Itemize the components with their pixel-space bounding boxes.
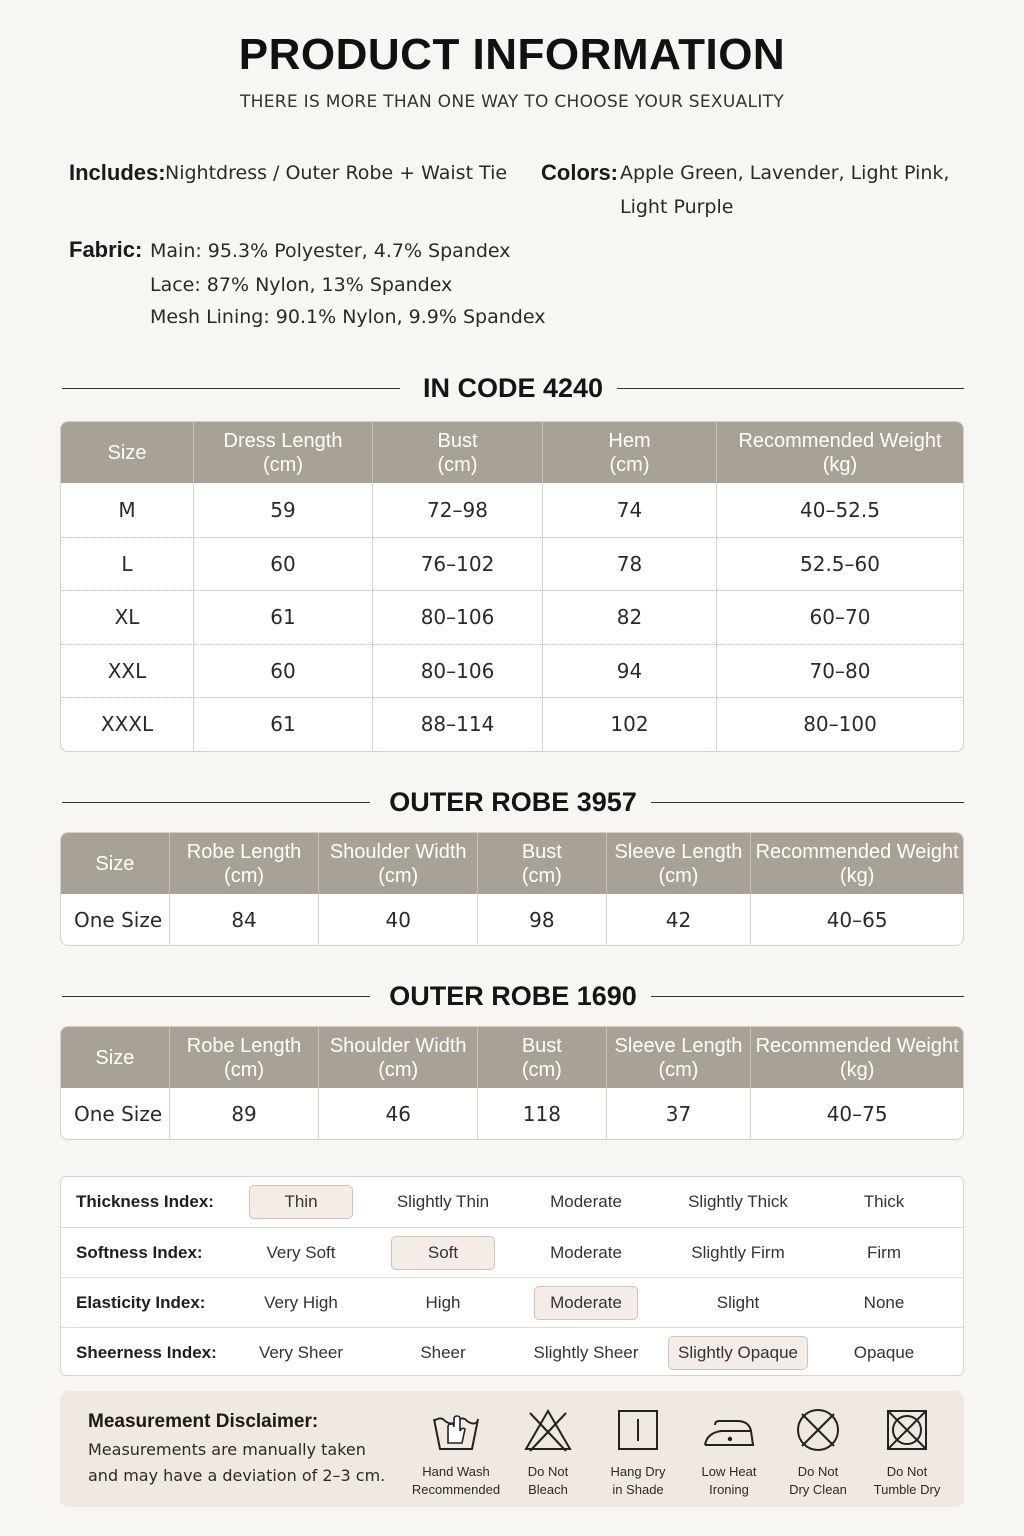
column-header-label: Size	[107, 441, 147, 464]
section-heading-code-4240	[62, 368, 964, 408]
table-cell: 59	[194, 483, 373, 537]
column-header	[543, 422, 717, 483]
column-header	[319, 1027, 478, 1088]
index-option: Very High	[264, 1293, 338, 1312]
column-header-unit: (cm)	[378, 864, 419, 887]
fabric-main: Main: 95.3% Polyester, 4.7% Spandex	[150, 240, 511, 262]
table-cell: 40–75	[826, 1101, 888, 1126]
care-label: Ironing	[709, 1482, 749, 1497]
column-header-label: Robe Length	[186, 1034, 302, 1057]
column-header-unit: (cm)	[521, 864, 562, 887]
column-header-label: Size	[95, 1046, 135, 1069]
care-label: Do Not	[797, 1464, 839, 1479]
page-title: PRODUCT INFORMATION	[238, 30, 786, 79]
column-header-label: Bust	[521, 1034, 562, 1057]
table-cell: 42	[607, 894, 752, 945]
table-cell: 70–80	[717, 644, 963, 698]
disclaimer-line: and may have a deviation of 2–3 cm.	[88, 1466, 386, 1485]
care-low-iron	[679, 1405, 779, 1499]
table-cell: XXXL	[61, 697, 194, 751]
table-cell: 102	[543, 697, 717, 751]
column-header-label: Shoulder Width	[329, 1034, 467, 1057]
table-cell: 76–102	[373, 537, 543, 591]
column-header-label: Shoulder Width	[329, 840, 467, 863]
column-header	[170, 833, 320, 894]
do-not-tumble-dry-icon	[879, 1405, 935, 1455]
care-label: Do Not	[886, 1464, 928, 1479]
column-header	[478, 833, 607, 894]
index-row	[61, 1327, 963, 1377]
care-hand-wash	[406, 1405, 506, 1499]
fabric-mesh: Mesh Lining: 90.1% Nylon, 9.9% Spandex	[150, 306, 546, 328]
column-header-label: Recommended Weight	[755, 1034, 959, 1057]
care-label: in Shade	[612, 1482, 664, 1497]
index-option: Slightly Firm	[691, 1243, 785, 1262]
table-cell: 40–65	[826, 907, 888, 932]
fabric-index-panel	[60, 1176, 964, 1376]
table-cell: 98	[478, 894, 607, 945]
care-label: Tumble Dry	[873, 1482, 941, 1497]
care-no-dry-clean	[768, 1405, 868, 1499]
table-cell: 60	[194, 537, 373, 591]
index-option: Slightly Thick	[688, 1192, 788, 1211]
column-header	[373, 422, 543, 483]
table-cell: 78	[543, 537, 717, 591]
column-header-unit: (cm)	[609, 453, 650, 476]
column-header-unit: (kg)	[839, 1058, 875, 1081]
table-cell: L	[61, 537, 194, 591]
column-header-label: Size	[95, 852, 135, 875]
table-header-row	[61, 1027, 963, 1088]
care-panel	[60, 1391, 964, 1507]
column-header-label: Dress Length	[223, 429, 343, 452]
section-title: OUTER ROBE 3957	[375, 787, 651, 817]
index-option: Slightly Thin	[396, 1192, 490, 1211]
care-no-bleach	[498, 1405, 598, 1499]
table-cell: 88–114	[373, 697, 543, 751]
column-header-unit: (kg)	[839, 864, 875, 887]
table-cell: XL	[61, 590, 194, 644]
index-option: Slight	[716, 1293, 760, 1312]
index-option: Opaque	[853, 1343, 915, 1362]
index-option: Sheer	[420, 1343, 466, 1362]
column-header	[607, 1027, 752, 1088]
index-option: Firm	[867, 1243, 901, 1262]
care-hang-dry	[588, 1405, 688, 1499]
table-cell: 89	[170, 1088, 320, 1139]
column-header-unit: (cm)	[224, 864, 265, 887]
column-header-label: Sleeve Length	[614, 1034, 743, 1057]
size-table-outer-robe-3957	[60, 832, 964, 946]
column-header	[170, 1027, 320, 1088]
index-option-selected: Thin	[249, 1185, 353, 1219]
table-cell: 46	[319, 1088, 478, 1139]
do-not-bleach-icon	[520, 1405, 576, 1455]
disclaimer-line: Measurements are manually taken	[88, 1440, 366, 1459]
column-header-label: Hem	[608, 429, 651, 452]
care-label: Recommended	[411, 1482, 501, 1497]
index-option: Very Soft	[266, 1243, 336, 1262]
table-cell: M	[61, 483, 194, 537]
column-header-label: Bust	[521, 840, 562, 863]
column-header	[478, 1027, 607, 1088]
column-header-label: Recommended Weight	[755, 840, 959, 863]
page-subtitle: THERE IS MORE THAN ONE WAY TO CHOOSE YOUR SEXUALITY	[239, 92, 785, 112]
care-no-tumble-dry	[857, 1405, 957, 1499]
fabric-label: Fabric:	[69, 237, 143, 262]
column-header	[61, 833, 170, 894]
section-heading-outer-robe-3957	[62, 782, 964, 822]
table-cell: One Size	[61, 894, 170, 945]
table-cell: 82	[543, 590, 717, 644]
section-heading-outer-robe-1690	[62, 976, 964, 1016]
table-header-row	[61, 833, 963, 894]
index-option: Moderate	[550, 1243, 622, 1262]
table-cell: 60–70	[717, 590, 963, 644]
includes-value: Nightdress / Outer Robe + Waist Tie	[165, 162, 508, 184]
index-row	[61, 1177, 963, 1227]
column-header	[319, 833, 478, 894]
hang-dry-shade-icon	[610, 1405, 666, 1455]
colors-label: Colors:	[541, 160, 618, 185]
index-option-selected: Moderate	[534, 1286, 638, 1320]
do-not-dry-clean-icon	[790, 1405, 846, 1455]
section-title: IN CODE 4240	[409, 373, 617, 403]
table-cell: 61	[194, 697, 373, 751]
column-header-label: Robe Length	[186, 840, 302, 863]
column-header	[61, 422, 194, 483]
care-label: Bleach	[528, 1482, 568, 1497]
index-option: Moderate	[550, 1192, 622, 1211]
table-header-row	[61, 422, 963, 483]
care-label: Hand Wash	[422, 1464, 490, 1479]
hand-wash-icon	[428, 1405, 484, 1455]
table-row	[61, 644, 963, 698]
index-option: Thick	[863, 1192, 905, 1211]
table-cell: 60	[194, 644, 373, 698]
table-cell: 84	[170, 894, 320, 945]
index-option: Very Sheer	[258, 1343, 344, 1362]
index-option-selected: Slightly Opaque	[668, 1336, 808, 1370]
table-cell: 80–100	[717, 697, 963, 751]
table-cell: One Size	[61, 1088, 170, 1139]
care-label: Low Heat	[701, 1464, 757, 1479]
index-option: None	[863, 1293, 905, 1312]
disclaimer-text	[88, 1437, 388, 1489]
index-label: Thickness Index:	[76, 1192, 214, 1211]
care-label: Hang Dry	[610, 1464, 666, 1479]
index-row	[61, 1227, 963, 1277]
table-cell: 72–98	[373, 483, 543, 537]
column-header-unit: (cm)	[378, 1058, 419, 1081]
index-row	[61, 1277, 963, 1327]
colors-value-line1: Apple Green, Lavender, Light Pink,	[620, 162, 950, 184]
section-title: OUTER ROBE 1690	[375, 981, 651, 1011]
column-header	[717, 422, 963, 483]
table-row	[61, 697, 963, 751]
table-row	[61, 590, 963, 644]
index-option: High	[425, 1293, 461, 1312]
table-cell: 80–106	[373, 644, 543, 698]
table-cell: 40	[319, 894, 478, 945]
table-cell: XXL	[61, 644, 194, 698]
index-option: Slightly Sheer	[533, 1343, 639, 1362]
column-header-unit: (kg)	[822, 453, 858, 476]
table-row	[61, 894, 963, 945]
column-header-unit: (cm)	[658, 864, 699, 887]
care-label: Do Not	[527, 1464, 569, 1479]
column-header	[751, 1027, 963, 1088]
index-label: Sheerness Index:	[76, 1343, 217, 1362]
column-header	[751, 833, 963, 894]
low-heat-iron-icon	[701, 1405, 757, 1455]
fabric-lace: Lace: 87% Nylon, 13% Spandex	[150, 274, 453, 296]
table-cell: 61	[194, 590, 373, 644]
care-label: Dry Clean	[789, 1482, 847, 1497]
table-cell: 74	[543, 483, 717, 537]
column-header-label: Sleeve Length	[614, 840, 743, 863]
column-header	[194, 422, 373, 483]
column-header-unit: (cm)	[263, 453, 303, 476]
column-header-unit: (cm)	[437, 453, 478, 476]
table-cell: 37	[607, 1088, 752, 1139]
disclaimer-title: Measurement Disclaimer:	[88, 1411, 319, 1432]
colors-value-line2: Light Purple	[620, 196, 734, 218]
column-header-unit: (cm)	[658, 1058, 699, 1081]
table-row	[61, 537, 963, 591]
table-row	[61, 483, 963, 537]
table-cell: 118	[478, 1088, 607, 1139]
size-table-outer-robe-1690	[60, 1026, 964, 1140]
column-header-unit: (cm)	[224, 1058, 265, 1081]
column-header-unit: (cm)	[521, 1058, 562, 1081]
size-table-code-4240	[60, 421, 964, 752]
column-header-label: Bust	[437, 429, 478, 452]
index-label: Elasticity Index:	[76, 1293, 206, 1312]
includes-label: Includes:	[69, 160, 166, 185]
table-cell: 40–52.5	[800, 497, 880, 522]
table-cell: 94	[543, 644, 717, 698]
index-option-selected: Soft	[391, 1236, 495, 1270]
table-cell: 52.5–60	[717, 537, 963, 591]
column-header	[607, 833, 752, 894]
table-row	[61, 1088, 963, 1139]
table-cell: 80–106	[373, 590, 543, 644]
column-header	[61, 1027, 170, 1088]
column-header-label: Recommended Weight	[738, 429, 942, 452]
index-label: Softness Index:	[76, 1243, 203, 1262]
